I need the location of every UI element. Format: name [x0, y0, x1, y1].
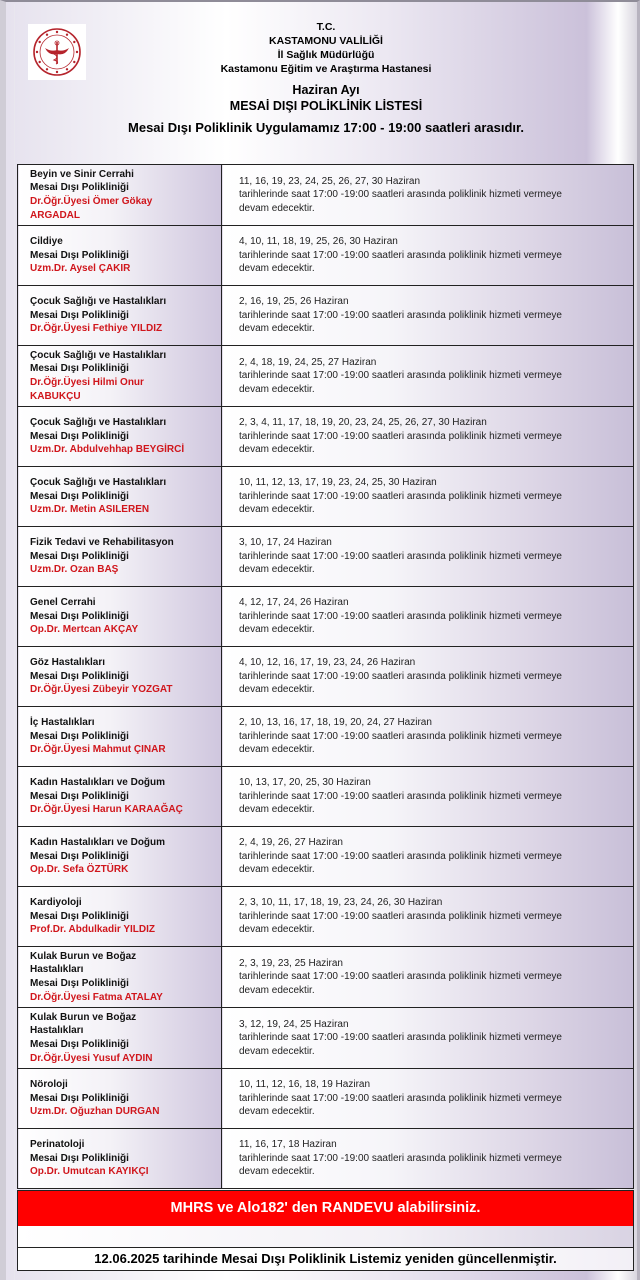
continuation-text: devam edecektir. — [239, 1045, 315, 1057]
hours-text: tarihlerinde saat 17:00 -19:00 saatleri arasında poliklinik hizmeti vermeye — [239, 490, 562, 502]
clinic-label: Mesai Dışı Polikliniği — [30, 790, 129, 802]
doctor-name: Dr.Öğr.Üyesi Yusuf AYDIN — [30, 1052, 153, 1064]
dates-text: 2, 3, 10, 11, 17, 18, 19, 23, 24, 26, 30 Haziran — [239, 897, 443, 909]
table-row — [18, 286, 634, 346]
hours-text: tarihlerinde saat 17:00 -19:00 saatleri arasında poliklinik hizmeti vermeye — [239, 370, 562, 382]
department-name: Kadın Hastalıkları ve Doğum — [30, 777, 166, 789]
doctor-name-cont: KABUKÇU — [30, 390, 81, 402]
hours-text: tarihlerinde saat 17:00 -19:00 saatleri arasında poliklinik hizmeti vermeye — [239, 610, 562, 622]
dates-text: 11, 16, 17, 18 Haziran — [239, 1139, 337, 1151]
header-month: Haziran Ayı — [292, 83, 360, 97]
department-cell — [18, 407, 222, 467]
continuation-text: devam edecektir. — [239, 1106, 315, 1118]
doctor-name: Dr.Öğr.Üyesi Harun KARAAĞAÇ — [30, 804, 183, 816]
schedule-cell — [222, 947, 634, 1008]
department-name-cont: Hastalıkları — [30, 964, 84, 976]
clinic-label: Mesai Dışı Polikliniği — [30, 610, 129, 622]
department-name: Perinatoloji — [30, 1139, 85, 1151]
department-cell — [18, 587, 222, 647]
table-row — [18, 1008, 634, 1069]
doctor-name: Uzm.Dr. Metin ASILEREN — [30, 504, 150, 516]
department-name: Kulak Burun ve Boğaz — [30, 1011, 137, 1023]
table-row — [18, 165, 634, 226]
department-name: Çocuk Sağlığı ve Hastalıkları — [30, 296, 167, 308]
doctor-name: Prof.Dr. Abdulkadir YILDIZ — [30, 924, 156, 936]
clinic-label: Mesai Dışı Polikliniği — [30, 730, 129, 742]
hours-text: tarihlerinde saat 17:00 -19:00 saatleri arasında poliklinik hizmeti vermeye — [239, 189, 562, 201]
doctor-name: Uzm.Dr. Ozan BAŞ — [30, 564, 119, 576]
schedule-cell — [222, 1069, 634, 1129]
page-title: MESAİ DIŞI POLİKLİNİK LİSTESİ — [229, 99, 423, 113]
doctor-name: Uzm.Dr. Oğuzhan DURGAN — [30, 1106, 160, 1118]
schedule-cell — [222, 286, 634, 346]
department-cell — [18, 707, 222, 767]
spacer-row — [17, 1226, 634, 1248]
hours-text: tarihlerinde saat 17:00 -19:00 saatleri arasında poliklinik hizmeti vermeye — [239, 1032, 562, 1044]
continuation-text: devam edecektir. — [239, 684, 315, 696]
doctor-name: Dr.Öğr.Üyesi Ömer Gökay — [30, 196, 153, 207]
continuation-text: devam edecektir. — [239, 444, 315, 456]
department-cell — [18, 467, 222, 527]
department-name: Fizik Tedavi ve Rehabilitasyon — [30, 537, 174, 549]
department-name: Çocuk Sağlığı ve Hastalıkları — [30, 349, 167, 361]
table-row — [18, 407, 634, 467]
doctor-name: Dr.Öğr.Üyesi Hilmi Onur — [30, 377, 144, 388]
hours-text: tarihlerinde saat 17:00 -19:00 saatleri arasında poliklinik hizmeti vermeye — [239, 850, 562, 862]
header-health-directorate: İl Sağlık Müdürlüğü — [277, 49, 375, 61]
department-cell — [18, 226, 222, 286]
hours-text: tarihlerinde saat 17:00 -19:00 saatleri arasında poliklinik hizmeti vermeye — [239, 550, 562, 562]
department-cell — [18, 346, 222, 407]
schedule-cell — [222, 346, 634, 407]
department-cell — [18, 947, 222, 1008]
schedule-cell — [222, 467, 634, 527]
continuation-text: devam edecektir. — [239, 924, 315, 936]
continuation-text: devam edecektir. — [239, 984, 315, 996]
continuation-text: devam edecektir. — [239, 564, 315, 576]
doctor-name: Op.Dr. Umutcan KAYIKÇI — [30, 1166, 149, 1178]
clinic-label: Mesai Dışı Polikliniği — [30, 363, 129, 375]
document-header — [6, 20, 640, 136]
doctor-name: Dr.Öğr.Üyesi Fatma ATALAY — [30, 991, 163, 1003]
dates-text: 10, 13, 17, 20, 25, 30 Haziran — [239, 777, 371, 789]
department-cell — [18, 827, 222, 887]
clinic-schedule-table — [17, 164, 634, 1189]
continuation-text: devam edecektir. — [239, 263, 315, 275]
table-row — [18, 647, 634, 707]
clinic-label: Mesai Dışı Polikliniği — [30, 490, 129, 502]
department-name: Cildiye — [30, 236, 63, 248]
doctor-name: Dr.Öğr.Üyesi Fethiye YILDIZ — [30, 323, 163, 335]
continuation-text: devam edecektir. — [239, 202, 315, 214]
schedule-cell — [222, 226, 634, 286]
schedule-cell — [222, 407, 634, 467]
table-row — [18, 947, 634, 1008]
doctor-name: Dr.Öğr.Üyesi Zübeyir YOZGAT — [30, 684, 173, 696]
dates-text: 11, 16, 19, 23, 24, 25, 26, 27, 30 Haziran — [239, 175, 421, 187]
clinic-label: Mesai Dışı Polikliniği — [30, 1039, 129, 1050]
continuation-text: devam edecektir. — [239, 383, 315, 395]
dates-text: 3, 10, 17, 24 Haziran — [239, 537, 332, 549]
clinic-label: Mesai Dışı Polikliniği — [30, 910, 129, 922]
clinic-label: Mesai Dışı Polikliniği — [30, 850, 129, 862]
clinic-label: Mesai Dışı Polikliniği — [30, 978, 129, 989]
schedule-cell — [222, 707, 634, 767]
doctor-name-cont: ARGADAL — [30, 209, 80, 221]
department-name: Çocuk Sağlığı ve Hastalıkları — [30, 477, 167, 489]
header-tc: T.C. — [316, 21, 336, 33]
schedule-cell — [222, 1008, 634, 1069]
department-cell — [18, 165, 222, 226]
schedule-cell — [222, 165, 634, 226]
clinic-label: Mesai Dışı Polikliniği — [30, 249, 129, 261]
dates-text: 2, 3, 19, 23, 25 Haziran — [239, 957, 343, 969]
dates-text: 3, 12, 19, 24, 25 Haziran — [239, 1018, 349, 1030]
update-note: 12.06.2025 tarihinde Mesai Dışı Poliklinik Listemiz yeniden güncellenmiştir. — [17, 1247, 634, 1271]
header-governorship: KASTAMONU VALİLİĞİ — [269, 35, 383, 47]
department-cell — [18, 1069, 222, 1129]
hours-text: tarihlerinde saat 17:00 -19:00 saatleri arasında poliklinik hizmeti vermeye — [239, 430, 562, 442]
doctor-name: Uzm.Dr. Abdulvehhap BEYGİRCİ — [30, 444, 185, 456]
department-name: Kulak Burun ve Boğaz — [30, 950, 137, 962]
schedule-cell — [222, 647, 634, 707]
doctor-name: Uzm.Dr. Aysel ÇAKIR — [30, 263, 131, 275]
dates-text: 2, 10, 13, 16, 17, 18, 19, 20, 24, 27 Haziran — [239, 717, 432, 729]
dates-text: 2, 4, 19, 26, 27 Haziran — [239, 837, 343, 849]
schedule-cell — [222, 887, 634, 947]
hours-text: tarihlerinde saat 17:00 -19:00 saatleri arasında poliklinik hizmeti vermeye — [239, 1092, 562, 1104]
continuation-text: devam edecektir. — [239, 1166, 315, 1178]
table-row — [18, 1069, 634, 1129]
department-name: Kadın Hastalıkları ve Doğum — [30, 837, 166, 849]
clinic-label: Mesai Dışı Polikliniği — [30, 670, 129, 682]
dates-text: 2, 4, 18, 19, 24, 25, 27 Haziran — [239, 356, 377, 368]
table-row — [18, 887, 634, 947]
department-name-cont: Hastalıkları — [30, 1025, 84, 1037]
table-row — [18, 226, 634, 286]
department-name: Genel Cerrahi — [30, 597, 96, 609]
continuation-text: devam edecektir. — [239, 624, 315, 636]
department-name: İç Hastalıkları — [30, 717, 95, 729]
dates-text: 2, 3, 4, 11, 17, 18, 19, 20, 23, 24, 25, 26, 27, 30 Haziran — [239, 417, 487, 429]
table-row — [18, 767, 634, 827]
dates-text: 4, 10, 12, 16, 17, 19, 23, 24, 26 Haziran — [239, 657, 416, 669]
dates-text: 4, 10, 11, 18, 19, 25, 26, 30 Haziran — [239, 236, 398, 248]
doctor-name: Dr.Öğr.Üyesi Mahmut ÇINAR — [30, 744, 166, 756]
table-row — [18, 346, 634, 407]
department-name: Göz Hastalıkları — [30, 657, 106, 669]
schedule-cell — [222, 527, 634, 587]
dates-text: 4, 12, 17, 24, 26 Haziran — [239, 597, 349, 609]
department-cell — [18, 527, 222, 587]
header-hospital-name: Kastamonu Eğitim ve Araştırma Hastanesi — [220, 63, 432, 75]
department-cell — [18, 647, 222, 707]
table-row — [18, 707, 634, 767]
department-cell — [18, 767, 222, 827]
clinic-label: Mesai Dışı Polikliniği — [30, 550, 129, 562]
table-row — [18, 1129, 634, 1189]
department-name: Kardiyoloji — [30, 897, 82, 909]
schedule-cell — [222, 1129, 634, 1189]
department-cell — [18, 1129, 222, 1189]
hours-text: tarihlerinde saat 17:00 -19:00 saatleri arasında poliklinik hizmeti vermeye — [239, 730, 562, 742]
hours-text: tarihlerinde saat 17:00 -19:00 saatleri arasında poliklinik hizmeti vermeye — [239, 249, 562, 261]
schedule-cell — [222, 587, 634, 647]
doctor-name: Op.Dr. Sefa ÖZTÜRK — [30, 864, 129, 876]
department-name: Beyin ve Sinir Cerrahi — [30, 168, 134, 180]
schedule-cell — [222, 767, 634, 827]
table-row — [18, 827, 634, 887]
clinic-label: Mesai Dışı Polikliniği — [30, 309, 129, 321]
hours-text: tarihlerinde saat 17:00 -19:00 saatleri arasında poliklinik hizmeti vermeye — [239, 790, 562, 802]
department-cell — [18, 887, 222, 947]
continuation-text: devam edecektir. — [239, 504, 315, 516]
doctor-name: Op.Dr. Mertcan AKÇAY — [30, 624, 139, 636]
dates-text: 2, 16, 19, 25, 26 Haziran — [239, 296, 349, 308]
department-name: Çocuk Sağlığı ve Hastalıkları — [30, 417, 167, 429]
hours-text: tarihlerinde saat 17:00 -19:00 saatleri arasında poliklinik hizmeti vermeye — [239, 1152, 562, 1164]
hours-notice: Mesai Dışı Poliklinik Uygulamamız 17:00 - 19:00 saatleri arasıdır. — [128, 120, 524, 135]
dates-text: 10, 11, 12, 13, 17, 19, 23, 24, 25, 30 Haziran — [239, 477, 437, 489]
department-name: Nöroloji — [30, 1079, 68, 1091]
department-cell — [18, 1008, 222, 1069]
clinic-label: Mesai Dışı Polikliniği — [30, 182, 129, 194]
schedule-cell — [222, 827, 634, 887]
continuation-text: devam edecektir. — [239, 804, 315, 816]
clinic-label: Mesai Dışı Polikliniği — [30, 1152, 129, 1164]
table-row — [18, 467, 634, 527]
table-row — [18, 587, 634, 647]
appointment-banner: MHRS ve Alo182' den RANDEVU alabilirsiniz. — [17, 1190, 634, 1227]
clinic-label: Mesai Dışı Polikliniği — [30, 1092, 129, 1104]
dates-text: 10, 11, 12, 16, 18, 19 Haziran — [239, 1079, 371, 1091]
hours-text: tarihlerinde saat 17:00 -19:00 saatleri arasında poliklinik hizmeti vermeye — [239, 971, 562, 983]
continuation-text: devam edecektir. — [239, 323, 315, 335]
department-cell — [18, 286, 222, 346]
hours-text: tarihlerinde saat 17:00 -19:00 saatleri arasında poliklinik hizmeti vermeye — [239, 670, 562, 682]
continuation-text: devam edecektir. — [239, 864, 315, 876]
hours-text: tarihlerinde saat 17:00 -19:00 saatleri arasında poliklinik hizmeti vermeye — [239, 309, 562, 321]
continuation-text: devam edecektir. — [239, 744, 315, 756]
table-row — [18, 527, 634, 587]
clinic-label: Mesai Dışı Polikliniği — [30, 430, 129, 442]
hours-text: tarihlerinde saat 17:00 -19:00 saatleri arasında poliklinik hizmeti vermeye — [239, 910, 562, 922]
